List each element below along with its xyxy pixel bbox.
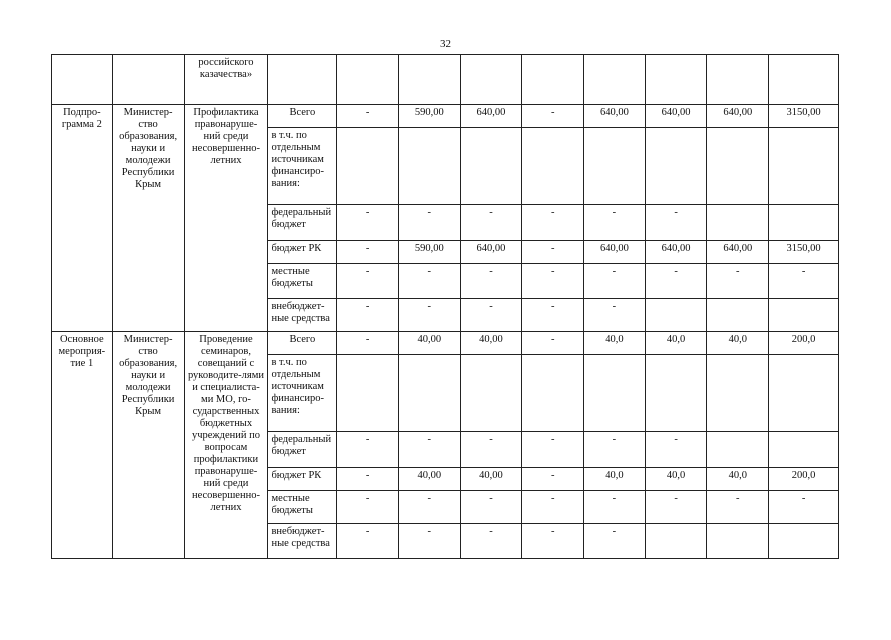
- value-cell: 590,00: [398, 241, 460, 264]
- value-cell: -: [645, 205, 707, 241]
- value-cell: 3150,00: [769, 241, 839, 264]
- value-cell: [337, 55, 399, 105]
- value-cell: [707, 55, 769, 105]
- source-label-cell: в т.ч. по отдельным источникам финансиро-вания:: [268, 128, 337, 205]
- value-cell: -: [337, 105, 399, 128]
- value-cell: -: [460, 299, 522, 332]
- value-cell: [645, 55, 707, 105]
- value-cell: 640,00: [460, 105, 522, 128]
- value-cell: -: [522, 205, 584, 241]
- value-cell: [337, 355, 399, 432]
- source-label-cell: Всего: [268, 105, 337, 128]
- value-cell: -: [337, 264, 399, 299]
- value-cell: 640,00: [584, 241, 646, 264]
- program-cell: Основное мероприя-тие 1: [52, 332, 113, 559]
- value-cell: -: [337, 432, 399, 468]
- value-cell: -: [337, 205, 399, 241]
- value-cell: -: [522, 468, 584, 491]
- value-cell: -: [522, 432, 584, 468]
- value-cell: 640,00: [645, 241, 707, 264]
- value-cell: -: [645, 491, 707, 524]
- value-cell: -: [398, 299, 460, 332]
- value-cell: 640,00: [707, 105, 769, 128]
- table-body: [52, 55, 839, 559]
- value-cell: 40,0: [584, 468, 646, 491]
- value-cell: [769, 299, 839, 332]
- task-cell: Профилактика правонаруше-ний среди несовершенно-летних: [184, 105, 268, 332]
- value-cell: -: [769, 264, 839, 299]
- value-cell: -: [645, 264, 707, 299]
- table-row: [52, 332, 839, 355]
- value-cell: [769, 128, 839, 205]
- table-row-top: [52, 55, 839, 105]
- source-label-cell: бюджет РК: [268, 468, 337, 491]
- value-cell: [707, 128, 769, 205]
- value-cell: [584, 355, 646, 432]
- value-cell: 40,0: [707, 332, 769, 355]
- task-cell: российского казачества»: [184, 55, 268, 105]
- value-cell: [522, 355, 584, 432]
- budget-table: [51, 54, 839, 559]
- value-cell: -: [707, 491, 769, 524]
- value-cell: [707, 299, 769, 332]
- value-cell: -: [460, 264, 522, 299]
- value-cell: 40,0: [707, 468, 769, 491]
- value-cell: -: [337, 524, 399, 559]
- value-cell: 590,00: [398, 105, 460, 128]
- value-cell: 200,0: [769, 332, 839, 355]
- value-cell: -: [460, 205, 522, 241]
- value-cell: -: [398, 491, 460, 524]
- value-cell: [769, 355, 839, 432]
- value-cell: [707, 205, 769, 241]
- value-cell: -: [769, 491, 839, 524]
- source-label-cell: местные бюджеты: [268, 264, 337, 299]
- value-cell: [460, 128, 522, 205]
- value-cell: -: [584, 524, 646, 559]
- value-cell: 40,00: [398, 332, 460, 355]
- value-cell: 3150,00: [769, 105, 839, 128]
- value-cell: [769, 524, 839, 559]
- value-cell: -: [460, 432, 522, 468]
- value-cell: -: [398, 432, 460, 468]
- value-cell: [707, 524, 769, 559]
- value-cell: [645, 299, 707, 332]
- value-cell: [707, 355, 769, 432]
- value-cell: 640,00: [584, 105, 646, 128]
- value-cell: -: [460, 491, 522, 524]
- value-cell: -: [707, 264, 769, 299]
- value-cell: -: [337, 299, 399, 332]
- value-cell: -: [337, 241, 399, 264]
- source-label-cell: в т.ч. по отдельным источникам финансиро-вания:: [268, 355, 337, 432]
- executor-cell: Министер-ство образования, науки и молодежи Республики Крым: [112, 105, 184, 332]
- value-cell: -: [522, 491, 584, 524]
- program-cell: Подпро-грамма 2: [52, 105, 113, 332]
- value-cell: [398, 355, 460, 432]
- value-cell: -: [337, 491, 399, 524]
- value-cell: -: [460, 524, 522, 559]
- value-cell: 40,0: [584, 332, 646, 355]
- value-cell: [769, 55, 839, 105]
- source-label-cell: Всего: [268, 332, 337, 355]
- value-cell: [645, 128, 707, 205]
- value-cell: [769, 205, 839, 241]
- value-cell: [522, 128, 584, 205]
- source-label-cell: федеральный бюджет: [268, 205, 337, 241]
- value-cell: 40,0: [645, 468, 707, 491]
- value-cell: -: [522, 332, 584, 355]
- value-cell: -: [522, 524, 584, 559]
- value-cell: 640,00: [460, 241, 522, 264]
- task-cell: Проведение семинаров, совещаний с руководите-лями и специалиста-ми МО, го-сударственных бюджетных учреждений по вопросам профилактики правонаруше-ний среди несовершенно-летних: [184, 332, 268, 559]
- executor-cell: [112, 55, 184, 105]
- value-cell: -: [522, 299, 584, 332]
- value-cell: [769, 432, 839, 468]
- source-label-cell: внебюджет-ные средства: [268, 299, 337, 332]
- source-cell: [268, 55, 337, 105]
- value-cell: [584, 55, 646, 105]
- value-cell: -: [584, 432, 646, 468]
- value-cell: 640,00: [707, 241, 769, 264]
- value-cell: -: [584, 205, 646, 241]
- value-cell: 200,0: [769, 468, 839, 491]
- source-label-cell: федеральный бюджет: [268, 432, 337, 468]
- value-cell: 40,0: [645, 332, 707, 355]
- value-cell: -: [398, 524, 460, 559]
- source-label-cell: внебюджет-ные средства: [268, 524, 337, 559]
- value-cell: [460, 55, 522, 105]
- value-cell: -: [584, 299, 646, 332]
- value-cell: 40,00: [460, 468, 522, 491]
- executor-cell: Министер-ство образования, науки и молодежи Республики Крым: [112, 332, 184, 559]
- source-label-cell: местные бюджеты: [268, 491, 337, 524]
- value-cell: [584, 128, 646, 205]
- value-cell: [707, 432, 769, 468]
- program-cell: [52, 55, 113, 105]
- value-cell: [337, 128, 399, 205]
- page-number: 32: [440, 38, 451, 50]
- value-cell: -: [522, 105, 584, 128]
- source-label-cell: бюджет РК: [268, 241, 337, 264]
- value-cell: [460, 355, 522, 432]
- value-cell: [398, 128, 460, 205]
- value-cell: [398, 55, 460, 105]
- value-cell: -: [522, 264, 584, 299]
- value-cell: -: [337, 468, 399, 491]
- value-cell: -: [337, 332, 399, 355]
- value-cell: 640,00: [645, 105, 707, 128]
- value-cell: -: [522, 241, 584, 264]
- value-cell: 40,00: [398, 468, 460, 491]
- value-cell: [645, 524, 707, 559]
- value-cell: 40,00: [460, 332, 522, 355]
- value-cell: -: [645, 432, 707, 468]
- value-cell: [522, 55, 584, 105]
- value-cell: -: [584, 491, 646, 524]
- table-row: [52, 105, 839, 128]
- value-cell: -: [398, 205, 460, 241]
- value-cell: [645, 355, 707, 432]
- value-cell: -: [584, 264, 646, 299]
- value-cell: -: [398, 264, 460, 299]
